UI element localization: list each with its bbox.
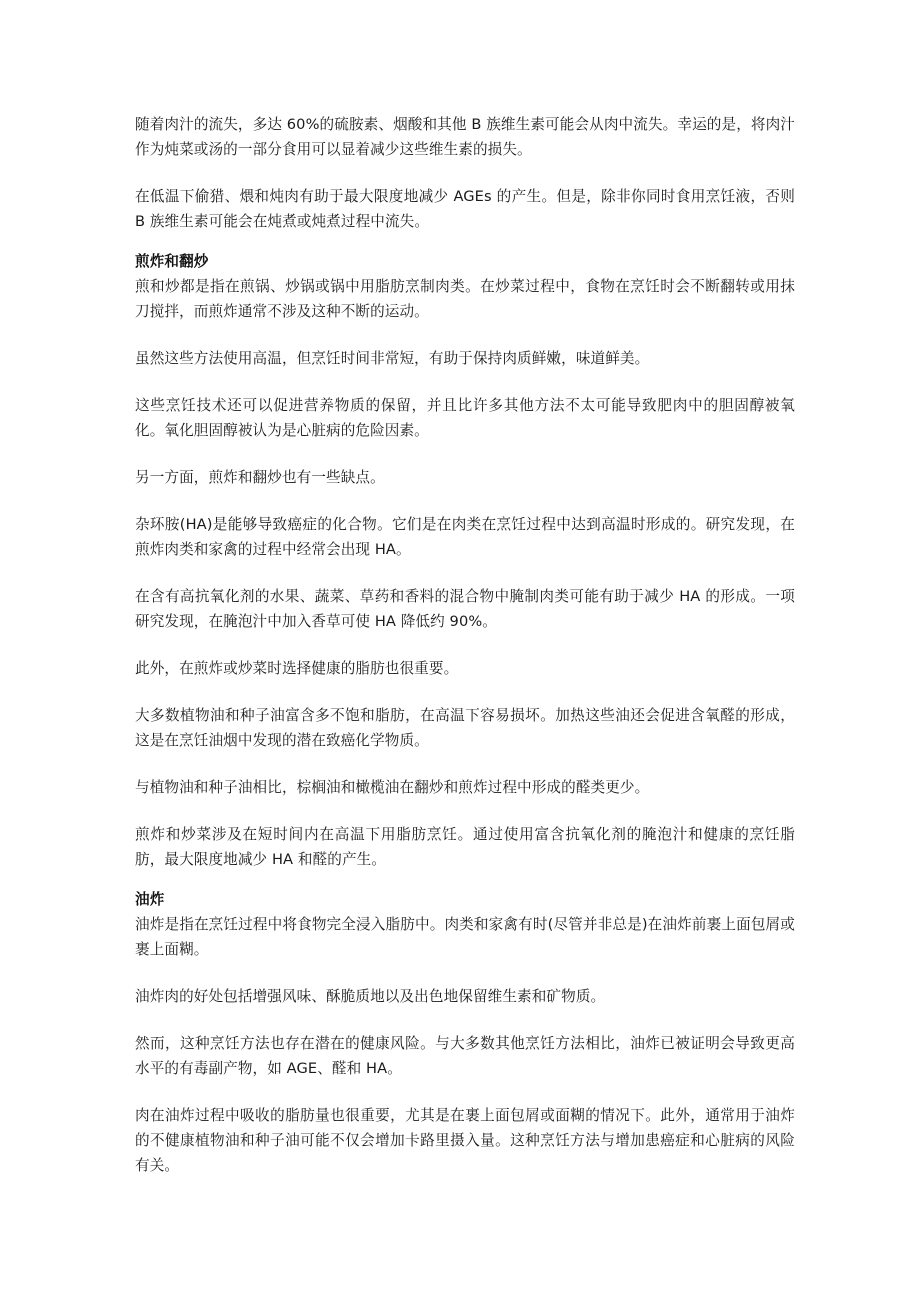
- paragraph: 与植物油和种子油相比，棕榈油和橄榄油在翻炒和煎炸过程中形成的醛类更少。: [135, 779, 650, 796]
- paragraph: 肉在油炸过程中吸收的脂肪量也很重要，尤其是在裹上面包屑或面糊的情况下。此外，通常用于油炸的不健康植物油和种子油可能不仅会增加卡路里摄入量。这种烹饪方法与增加患癌症和心脏病的风险有关。: [135, 1107, 795, 1174]
- paragraph: 然而，这种烹饪方法也存在潜在的健康风险。与大多数其他烹饪方法相比，油炸已被证明会导致更高水平的有毒副产物，如 AGE、醛和 HA。: [135, 1035, 795, 1077]
- paragraph: 煎和炒都是指在煎锅、炒锅或锅中用脂肪烹制肉类。在炒菜过程中，食物在烹饪时会不断翻转或用抹刀搅拌，而煎炸通常不涉及这种不断的运动。: [135, 278, 795, 320]
- paragraph: 这些烹饪技术还可以促进营养物质的保留，并且比许多其他方法不太可能导致肥肉中的胆固醇被氧化。氧化胆固醇被认为是心脏病的危险因素。: [135, 397, 795, 439]
- paragraph: 另一方面，煎炸和翻炒也有一些缺点。: [135, 469, 385, 486]
- paragraph: 煎炸和炒菜涉及在短时间内在高温下用脂肪烹饪。通过使用富含抗氧化剂的腌泡汁和健康的烹饪脂肪，最大限度地减少 HA 和醛的产生。: [135, 826, 795, 868]
- paragraph: 在含有高抗氧化剂的水果、蔬菜、草药和香料的混合物中腌制肉类可能有助于减少 HA 的形成。一项研究发现，在腌泡汁中加入香草可使 HA 降低约 90%。: [135, 588, 795, 630]
- paragraph-intro-2: 在低温下偷猎、煨和炖肉有助于最大限度地减少 AGEs 的产生。但是，除非你同时食用烹饪液，否则 B 族维生素可能会在炖煮或炖煮过程中流失。: [135, 188, 795, 230]
- paragraph-intro-1: 随着肉汁的流失，多达 60%的硫胺素、烟酸和其他 B 族维生素可能会从肉中流失。幸运的是，将肉汁作为炖菜或汤的一部分食用可以显着减少这些维生素的损失。: [135, 116, 795, 158]
- paragraph: 此外，在煎炸或炒菜时选择健康的脂肪也很重要。: [135, 660, 459, 677]
- paragraph: 油炸是指在烹饪过程中将食物完全浸入脂肪中。肉类和家禽有时(尽管并非总是)在油炸前裹上面包屑或裹上面糊。: [135, 916, 795, 958]
- paragraph: 杂环胺(HA)是能够导致癌症的化合物。它们是在肉类在烹饪过程中达到高温时形成的。研究发现，在煎炸肉类和家禽的过程中经常会出现 HA。: [135, 516, 795, 558]
- paragraph: 油炸肉的好处包括增强风味、酥脆质地以及出色地保留维生素和矿物质。: [135, 988, 606, 1005]
- paragraph: 虽然这些方法使用高温，但烹饪时间非常短，有助于保持肉质鲜嫩，味道鲜美。: [135, 350, 650, 367]
- section-heading-pan-fry: 煎炸和翻炒: [135, 253, 209, 270]
- section-heading-deep-fry: 油炸: [135, 891, 165, 908]
- paragraph: 大多数植物油和种子油富含多不饱和脂肪，在高温下容易损坏。加热这些油还会促进含氧醛的形成，这是在烹饪油烟中发现的潜在致癌化学物质。: [135, 707, 795, 749]
- document-body: [135, 112, 795, 1200]
